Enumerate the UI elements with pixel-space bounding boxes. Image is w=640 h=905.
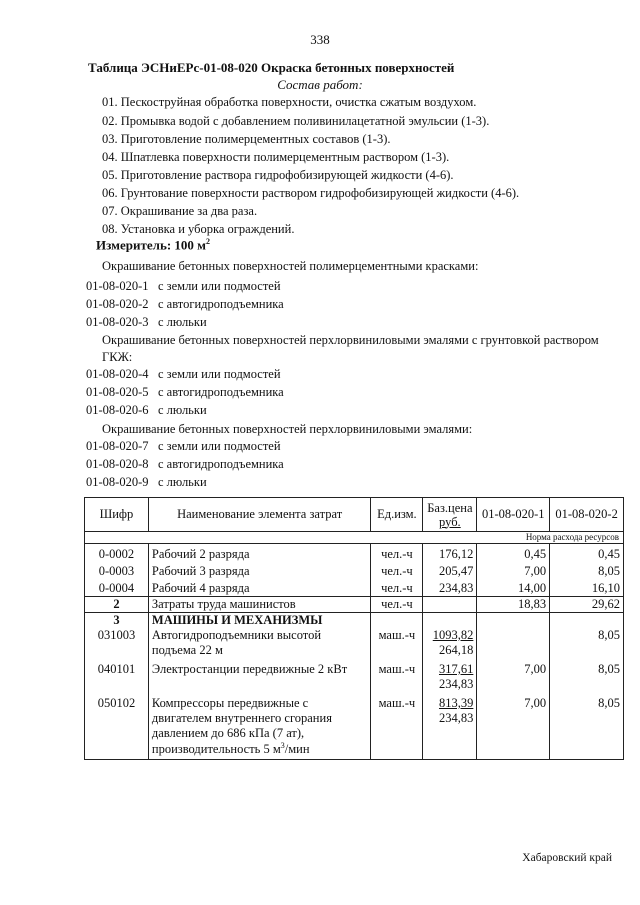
machine-code: 031003 (85, 628, 149, 658)
code-item (86, 385, 284, 400)
machine-name-line: двигателем внутреннего сгорания (151, 711, 332, 725)
machine-price-wage: 264,18 (438, 643, 474, 657)
measure-sup: 2 (206, 237, 211, 246)
group-title: Окрашивание бетонных поверхностей перхлорвиниловыми эмалями: (102, 422, 473, 436)
machine-unit: маш.-ч (371, 628, 423, 658)
section-empty (423, 613, 477, 629)
machine-price-wage: 234,83 (438, 677, 474, 691)
code-number: 01-08-020-1 (86, 279, 149, 293)
code-desc: с люльки (158, 403, 207, 417)
machine-name-text: /мин (284, 742, 310, 757)
norm-row (85, 532, 624, 544)
section-name: Затраты труда машинистов (148, 597, 371, 613)
row-name: Рабочий 4 разряда (148, 579, 371, 597)
code-desc: с земли или подмостей (158, 279, 281, 293)
machine-code: 040101 (85, 658, 149, 692)
code-number: 01-08-020-4 (86, 367, 149, 381)
code-desc: с автогидроподъемника (158, 297, 284, 311)
header-unit: Ед.изм. (371, 498, 423, 532)
group-title: Окрашивание бетонных поверхностей полимерцементными красками: (102, 259, 479, 273)
table-title: Таблица ЭСНиЕРс-01-08-020 Окраска бетонных поверхностей (88, 60, 455, 75)
row-v2: 0,45 (550, 544, 624, 563)
section-v1: 18,83 (477, 597, 550, 613)
norm-label: Норма расхода ресурсов (85, 532, 624, 544)
header-price-line2: руб. (439, 514, 461, 529)
machine-v2: 8,05 (550, 658, 624, 692)
machine-unit: маш.-ч (371, 658, 423, 692)
machine-price-base: 317,61 (438, 662, 474, 676)
section-code: 2 (85, 597, 149, 613)
measure-unit (96, 237, 210, 253)
code-desc: с земли или подмостей (158, 367, 281, 381)
code-item (86, 367, 281, 382)
code-item (86, 439, 281, 454)
works-heading: Состав работ: (277, 77, 363, 92)
code-item (86, 475, 207, 490)
table-header-row (85, 498, 624, 532)
work-item: 04. Шпатлевка поверхности полимерцементным раствором (1-3). (102, 150, 450, 164)
machine-row (85, 658, 624, 692)
machine-price (423, 628, 477, 658)
resource-table (84, 497, 624, 760)
row-v2: 8,05 (550, 562, 624, 579)
machine-price-base: 813,39 (438, 696, 474, 710)
machine-v1 (477, 628, 550, 658)
row-unit: чел.-ч (371, 579, 423, 597)
machine-unit: маш.-ч (371, 692, 423, 760)
work-item: 03. Приготовление полимерцементных составов (1-3). (102, 132, 391, 146)
code-number: 01-08-020-5 (86, 385, 149, 399)
code-desc: с автогидроподъемника (158, 457, 284, 471)
row-v1: 14,00 (477, 579, 550, 597)
machine-name-sup: 3 (280, 741, 285, 750)
machine-name-line: подъема 22 м (151, 643, 223, 657)
machine-name-line: давлением до 686 кПа (7 ат), (151, 726, 305, 740)
machine-price-wage: 234,83 (438, 711, 474, 725)
row-v1: 0,45 (477, 544, 550, 563)
section-unit: чел.-ч (371, 597, 423, 613)
work-item: 05. Приготовление раствора гидрофобизирующей жидкости (4-6). (102, 168, 454, 182)
row-unit: чел.-ч (371, 544, 423, 563)
machine-name-line: Автогидроподъемники высотой (151, 628, 322, 642)
header-name: Наименование элемента затрат (148, 498, 371, 532)
machine-name-text: производительность 5 м (151, 742, 281, 757)
code-desc: с люльки (158, 475, 207, 489)
header-price (423, 498, 477, 532)
machine-v2: 8,05 (550, 628, 624, 658)
page-number: 338 (310, 32, 330, 47)
table-row (85, 544, 624, 563)
machine-name (148, 692, 371, 760)
code-desc: с автогидроподъемника (158, 385, 284, 399)
machine-row (85, 628, 624, 658)
work-item: 01. Пескоструйная обработка поверхности, очистка сжатым воздухом. (102, 95, 477, 109)
machine-name: Электростанции передвижные 2 кВт (148, 658, 371, 692)
work-item: 06. Грунтование поверхности раствором гидрофобизирующей жидкости (4-6). (102, 186, 520, 200)
code-number: 01-08-020-6 (86, 403, 149, 417)
machine-v1: 7,00 (477, 658, 550, 692)
header-col2: 01-08-020-2 (550, 498, 624, 532)
row-price: 176,12 (423, 544, 477, 563)
section-code: 3 (85, 613, 149, 629)
code-number: 01-08-020-3 (86, 315, 149, 329)
footer-region: Хабаровский край (522, 852, 612, 864)
row-code: 0-0003 (85, 562, 149, 579)
code-number: 01-08-020-8 (86, 457, 149, 471)
machine-name (148, 628, 371, 658)
section-empty (550, 613, 624, 629)
machine-name-line (152, 741, 368, 757)
row-price: 234,83 (423, 579, 477, 597)
row-v1: 7,00 (477, 562, 550, 579)
code-number: 01-08-020-7 (86, 439, 149, 453)
section-empty (477, 613, 550, 629)
row-v2: 16,10 (550, 579, 624, 597)
section-row (85, 613, 624, 629)
section-empty (371, 613, 423, 629)
row-code: 0-0004 (85, 579, 149, 597)
table-row (85, 579, 624, 597)
section-row (85, 597, 624, 613)
work-item: 08. Установка и уборка ограждений. (102, 222, 295, 236)
code-item (86, 403, 207, 418)
row-name: Рабочий 2 разряда (148, 544, 371, 563)
code-item (86, 457, 284, 472)
machine-v1: 7,00 (477, 692, 550, 760)
code-desc: с люльки (158, 315, 207, 329)
row-code: 0-0002 (85, 544, 149, 563)
header-col1: 01-08-020-1 (477, 498, 550, 532)
row-price: 205,47 (423, 562, 477, 579)
section-price (423, 597, 477, 613)
section-v2: 29,62 (550, 597, 624, 613)
code-item (86, 315, 207, 330)
header-code: Шифр (85, 498, 149, 532)
work-item: 02. Промывка водой с добавлением поливинилацетатной эмульсии (1-3). (102, 114, 490, 128)
code-item (86, 279, 281, 294)
measure-label: Измеритель: 100 м (96, 237, 207, 253)
group-title: Окрашивание бетонных поверхностей перхлорвиниловыми эмалями с грунтовкой раствором ГКЖ: (102, 333, 599, 364)
row-unit: чел.-ч (371, 562, 423, 579)
header-price-line1: Баз.цена (427, 500, 473, 515)
code-number: 01-08-020-9 (86, 475, 149, 489)
machine-price-base: 1093,82 (432, 628, 474, 642)
code-item (86, 297, 284, 312)
machine-price (423, 658, 477, 692)
section-name: МАШИНЫ И МЕХАНИЗМЫ (148, 613, 371, 629)
machine-code: 050102 (85, 692, 149, 760)
row-name: Рабочий 3 разряда (148, 562, 371, 579)
work-item: 07. Окрашивание за два раза. (102, 204, 258, 218)
code-number: 01-08-020-2 (86, 297, 149, 311)
machine-row (85, 692, 624, 760)
machine-name-line: Компрессоры передвижные с (151, 696, 309, 710)
machine-v2: 8,05 (550, 692, 624, 760)
code-desc: с земли или подмостей (158, 439, 281, 453)
table-row (85, 562, 624, 579)
machine-price (423, 692, 477, 760)
